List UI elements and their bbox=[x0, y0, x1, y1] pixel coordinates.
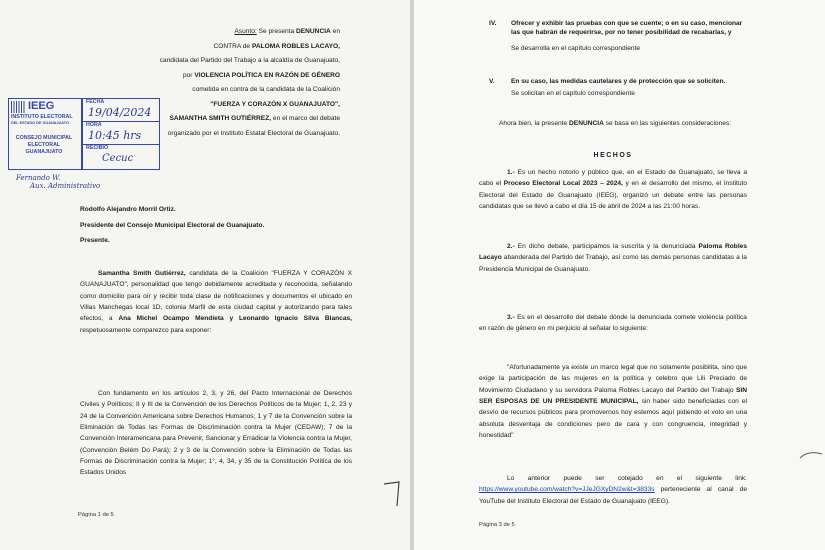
quote-paragraph: "Afortunadamente ya existe un marco legal que no solamente posibilita, sino que exige la participación de las mujeres en la política y celebro que Lili Preciado de Movimiento Ciudadano y su servidora Paloma Robles Lacayo del Partido del Trabajo SIN SER ESPOSAS DE UN PRESIDENTE MUNICIPAL, sin haber sido beneficiadas con el desvío de recursos públicos para promovernos hoy estemos aquí pidiendo el voto en una absoluta desventaja de condiciones pero de cara y con congruencia, integridad y honestidad" bbox=[479, 364, 748, 439]
item-v-text: En su caso, las medidas cautelares y de protección que se soliciten. bbox=[511, 78, 726, 85]
item-iv-note: Se desarrolla en el capítulo correspondiente bbox=[511, 45, 641, 52]
subject-header: Asunto: Se presenta DENUNCIA en CONTRA de PALOMA ROBLES LACAYO, candidata del Partido del Trabajo a la alcaldía de Guanajuato, por VIOLENCIA POLÍTICA EN RAZÓN DE GÉNERO cometida en contra de la candidata de la Coalición "FUERZA Y CORAZÓN X GUANAJUATO", SAMANTHA SMITH GUTIÉRREZ, en el marco del debate organizado por el Instituto Estatal Electoral de Guanajuato. bbox=[159, 28, 340, 137]
fact-2-paragraph: 2.- En dicho debate, participamos la suscrita y la denunciada Paloma Robles Lacayo abanderada del Partido del Trabajo, así como las demás personas candidatas a la Presidencia Municipal de Guanajuato. bbox=[479, 243, 747, 273]
stamp-date-handwritten: 19/04/2024 bbox=[88, 106, 152, 119]
page-number: Página 1 de 5 bbox=[78, 512, 114, 518]
section-title-hechos: HECHOS bbox=[593, 152, 633, 159]
pen-mark-icon bbox=[382, 480, 402, 510]
handwritten-note-name: Fernando W. bbox=[16, 174, 61, 182]
stamp-logo-mark bbox=[11, 101, 25, 113]
document-page-3 bbox=[414, 0, 825, 550]
addressee-name: Rodolfo Alejandro Morril Ortiz. bbox=[80, 206, 176, 213]
fact-3-paragraph: 3.- Es en el desarrollo del debate dónde la denunciada comete violencia política en razón de género en mi perjuicio al señalar lo siguiente: bbox=[479, 314, 747, 333]
document-page-1 bbox=[0, 0, 410, 550]
stamp-logo: IEEG bbox=[28, 100, 55, 112]
basis-paragraph: Ahora bien, la presente DENUNCIA se basa en las siguientes consideraciones: bbox=[499, 120, 732, 127]
legal-basis-paragraph: Con fundamento en los artículos 2, 3, y 26, del Pacto Internacional de Derechos Civiles y Políticos; II y III de la Convención de los Derechos Políticos de la Mujer; 1, 2, 23 y 24 de la Convención Americana sobre Derechos Humanos; 1 y 7 de la Convención sobre la Eliminación de Todas las Formas de Discriminación contra la Mujer (CEDAW); 7 de la Convención Interamericana para Prevenir, Sancionar y Erradicar la Violencia contra la Mujer, (Convención Belém Do Pará); 2 y 3 de la Convención sobre la Eliminación de Todas las Formas de Discriminación contra la Mujer; 1°, 4, 34, y 35 de la Constitución Política de los Estados Unidos bbox=[80, 390, 352, 477]
fact-1-paragraph: 1.- Es un hecho notorio y público que, en el Estado de Guanajuato, se lleva a cabo el Proceso Electoral Local 2023 – 2024, y en el desarrollo del mismo, el Instituto Electoral del Estado de Guanajuato (IEEG), organizó un debate entre las personas candidatas que se llevó a cabo el día 15 de abril de 2024 a las 21:00 horas. bbox=[479, 169, 748, 210]
addressee-title: Presidente del Consejo Municipal Electoral de Guanajuato. bbox=[80, 221, 265, 229]
stamp-time-handwritten: 10:45 hrs bbox=[88, 129, 142, 142]
addressee-block bbox=[80, 206, 380, 246]
handwritten-note-role: Aux. Administrativo bbox=[30, 182, 101, 190]
stamp-signature: Cecuc bbox=[102, 153, 134, 164]
reception-stamp: IEEG INSTITUTO ELECTORAL DEL ESTADO DE GUANAJUATO CONSEJO MUNICIPAL ELECTORAL GUANAJUATO FECHA 19/04/2024 HORA 10:45 hrs RECIBIÓ Cecuc Fernando W. Aux. Administrativo bbox=[8, 98, 163, 176]
item-v-number: V. bbox=[489, 78, 495, 85]
item-iv-number: IV. bbox=[489, 20, 497, 27]
intro-paragraph: Samantha Smith Gutiérrez, candidata de la Coalición "FUERZA Y CORAZÓN X GUANAJUATO", personalidad que tengo debidamente acreditada y reconocida, señalando como domicilio para oír y recibir toda clase de notificaciones y documentos el ubicado en Villas Manchegas local 1D, colonia Marfil de esta ciudad capital y autorizando para tales efectos, a Ana Michel Ocampo Mendieta y Leonardo Ignacio Silva Blancas, respetuosamente comparezco para exponer: bbox=[80, 270, 352, 334]
subject-label: Asunto: bbox=[234, 28, 257, 35]
item-iv-text: Ofrecer y exhibir las pruebas con que se cuente; o en su caso, mencionar las que habrán de requerirse, por no tener posibilidad de recabarlas, y bbox=[511, 20, 743, 36]
pen-mark-icon bbox=[798, 448, 824, 462]
page-number: Página 3 de 5 bbox=[479, 522, 515, 528]
item-v-note: Se solicitan en el capítulo correspondiente bbox=[511, 90, 635, 97]
youtube-link[interactable]: https://www.youtube.com/watch?v=JJeJGXyDN2w&t=3833s bbox=[479, 486, 655, 494]
cotejo-paragraph: Lo anterior puede ser cotejado en el siguiente link: https://www.youtube.com/watch?v=JJeJGXyDN2w&t=3833s perteneciente al canal de YouTube del Instituto Electoral del Estado de Guanajuato (IEEG). bbox=[479, 475, 747, 505]
addressee-present: Presente. bbox=[80, 237, 110, 245]
